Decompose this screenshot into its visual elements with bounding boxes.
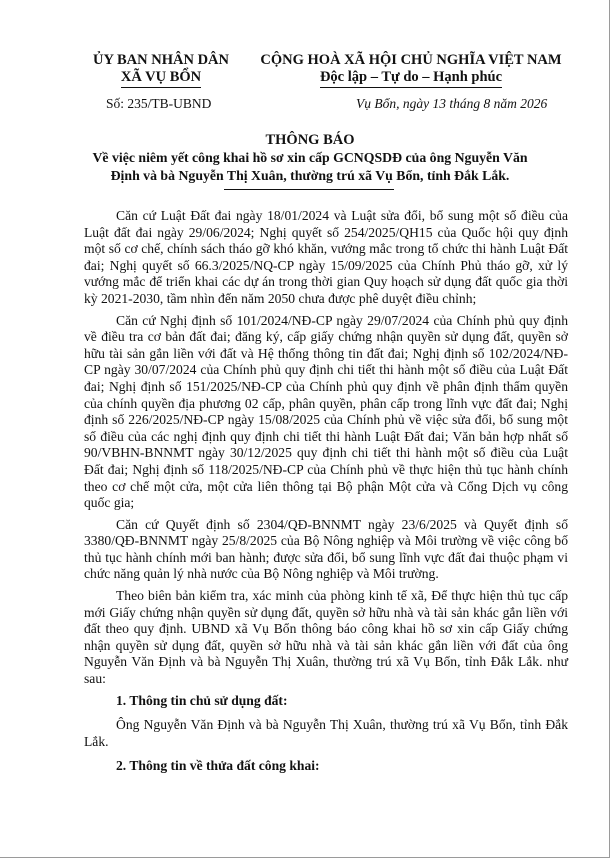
paragraph-legal-basis-1: Căn cứ Luật Đất đai ngày 18/01/2024 và Luật sửa đổi, bổ sung một số điều của Luật đất đai ngày 29/06/2024; Nghị quyết số 254/2025/QH15 của Quốc hội quy định một số cơ chế, chính sách tháo gỡ khó khăn, vướng mắc trong tổ chức thi hành Luật Đất đai; Nghị quyết số 66.3/2025/NQ-CP ngày 15/09/2025 của Chính Phủ tháo gỡ, xử lý vướng mắc để triển khai các dự án trong thời gian Quy hoạch sử dụng đất quốc gia thời kỳ 2021-2030, tầm nhìn đến năm 2050 chưa được phê duyệt điều chỉnh; bbox=[84, 208, 568, 306]
document-body bbox=[84, 208, 568, 783]
title-divider bbox=[224, 189, 394, 190]
document-number: Số: 235/TB-UBND bbox=[106, 96, 212, 111]
nation-name: CỘNG HOÀ XÃ HỘI CHỦ NGHĨA VIỆT NAM bbox=[260, 52, 562, 68]
authority-line-1: ỦY BAN NHÂN DÂN bbox=[92, 52, 229, 68]
national-motto bbox=[246, 52, 576, 88]
section-1-heading: 1. Thông tin chủ sử dụng đất: bbox=[116, 692, 288, 708]
section-2-heading: 2. Thông tin về thửa đất công khai: bbox=[116, 758, 320, 774]
motto-line: Độc lập – Tự do – Hạnh phúc bbox=[320, 69, 502, 88]
paragraph-legal-basis-2: Căn cứ Nghị định số 101/2024/NĐ-CP ngày 29/07/2024 của Chính phủ quy định về điều tra cơ bản đất đai; đăng ký, cấp giấy chứng nhận quyền sử dụng đất, quyền sở hữu tài sản gắn liền với đất và Hệ thống thông tin đất đai; Nghị định số 102/2024/NĐ-CP ngày 30/07/2024 của Chính phủ quy định chi tiết thi hành một số điều của Luật Đất đai; Nghị định số 151/2025/NĐ-CP của Chính phủ quy định về phân định thẩm quyền của chính quyền địa phương 02 cấp, phân quyền, phân cấp trong lĩnh vực đất đai; Nghị định số 226/2025/NĐ-CP ngày 15/08/2025 của Chính phủ về việc sửa đổi, bổ sung một số điều của các nghị định quy định chi tiết thi hành Luật Đất đai; Văn bản hợp nhất số 90/VBHN-BNNMT ngày 30/12/2025 quy định chi tiết thi hành một số điều của Luật Đất đai; Nghị định số 118/2025/NĐ-CP của Chính phủ về thực hiện thủ tục hành chính theo cơ chế một cửa, một cửa liên thông tại Bộ phận Một cửa và Cổng Dịch vụ công quốc gia; bbox=[84, 312, 568, 511]
paragraph-announcement: Theo biên bản kiểm tra, xác minh của phòng kinh tế xã, Để thực hiện thủ tục cấp mới Giấy chứng nhận quyền sử dụng đất, quyền sở hữu nhà và tài sản khác gắn liền với đất theo quy định. UBND xã Vụ Bổn thông báo công khai hồ sơ xin cấp Giấy chứng nhận quyền sử dụng đất, quyền sở hữu nhà và tài sản khác gắn liền với đất của ông Nguyễn Văn Định và bà Nguyễn Thị Xuân, thường trú xã Vụ Bổn, tỉnh Đắk Lắk. như sau: bbox=[84, 588, 568, 687]
authority-line-2: XÃ VỤ BỔN bbox=[121, 69, 201, 88]
document-title: THÔNG BÁO bbox=[265, 132, 355, 148]
paragraph-legal-basis-3: Căn cứ Quyết định số 2304/QĐ-BNNMT ngày 23/6/2025 và Quyết định số 3380/QĐ-BNNMT ngày 25/8/2025 của Bộ Nông nghiệp và Môi trường về việc công bố thủ tục hành chính mới ban hành; được sửa đổi, bổ sung lĩnh vực đất đai thuộc phạm vi chức năng quản lý nhà nước của Bộ Nông nghiệp và Môi trường. bbox=[84, 516, 568, 582]
issuing-authority bbox=[86, 52, 236, 88]
place-and-date: Vụ Bổn, ngày 13 tháng 8 năm 2026 bbox=[356, 96, 548, 111]
document-subtitle: Về việc niêm yết công khai hồ sơ xin cấp GCNQSDĐ của ông Nguyễn Văn Định và bà Nguyễn Thị Xuân, thường trú xã Vụ Bổn, tỉnh Đắk Lắk. bbox=[92, 150, 528, 183]
section-1-text: Ông Nguyễn Văn Định và bà Nguyễn Thị Xuân, thường trú xã Vụ Bổn, tỉnh Đắk Lắk. bbox=[84, 717, 568, 749]
